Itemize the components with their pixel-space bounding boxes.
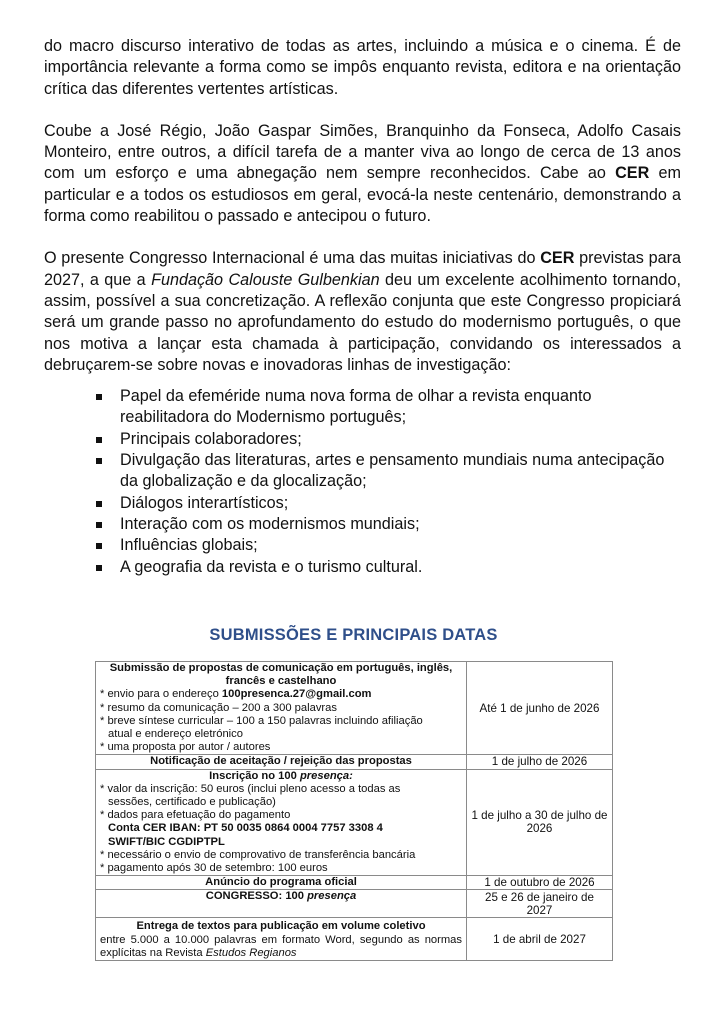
cer-acronym: CER (540, 249, 575, 268)
list-item-text: Influências globais; (120, 536, 258, 555)
row-heading (100, 770, 462, 783)
table-row (96, 890, 613, 918)
row-heading: Notificação de aceitação / rejeição das propostas (150, 755, 412, 768)
paragraph-presenca-history (44, 121, 681, 227)
table-cell-description (96, 890, 467, 918)
square-bullet-icon (96, 501, 102, 507)
foundation-name: Fundação Calouste Gulbenkian (151, 270, 380, 289)
paragraph-text: O presente Congresso Internacional é uma das muitas iniciativas do (44, 249, 541, 268)
row-item: atual e endereço eletrónico (108, 728, 243, 741)
email-address[interactable]: 100presenca.27@gmail.com (221, 688, 372, 701)
table-cell-date: 1 de outubro de 2026 (467, 876, 613, 890)
document-page (44, 36, 681, 578)
table-cell-description (96, 769, 467, 876)
row-item: * valor da inscrição: 50 euros (inclui pleno acesso a todas as (100, 782, 401, 795)
list-item (94, 535, 681, 556)
table-cell-date: 25 e 26 de janeiro de 2027 (467, 890, 613, 918)
row-item-text: entre 5.000 a 10.000 palavras em formato Word, segundo as normas explícitas na Revista (100, 933, 462, 959)
list-item (94, 450, 681, 493)
paragraph-arts-discourse (44, 36, 681, 100)
square-bullet-icon (96, 543, 102, 549)
table-row (96, 918, 613, 961)
row-item (100, 688, 462, 701)
swift-details: SWIFT/BIC CGDIPTPL (108, 835, 225, 848)
paragraph-text: do macro discurso interativo de todas as artes, incluindo a música e o cinema. É de importância relevante a forma como se impôs enquanto revista, editora e na orientação crítica das diferentes vertentes artísticas. (44, 37, 681, 98)
list-item-text: Diálogos interartísticos; (120, 493, 289, 512)
list-item (94, 557, 681, 578)
square-bullet-icon (96, 522, 102, 528)
row-item (100, 934, 462, 960)
research-topics-list (44, 386, 681, 578)
table-row (96, 876, 613, 890)
list-item-text: Principais colaboradores; (120, 429, 302, 448)
square-bullet-icon (96, 394, 102, 400)
row-heading-italic: presença: (299, 769, 353, 782)
table-cell-date: 1 de julho a 30 de julho de 2026 (467, 769, 613, 876)
table-row (96, 755, 613, 769)
list-item (94, 514, 681, 535)
table-row (96, 662, 613, 755)
table-cell-date: 1 de abril de 2027 (467, 918, 613, 961)
paragraph-text: Coube a José Régio, João Gaspar Simões, Branquinho da Fonseca, Adolfo Casais Monteiro, entre outros, a difícil tarefa de a manter viva ao longo de cerca de 13 anos com um esforço e uma abnegação nem sempre reconhecidos. Cabe ao (44, 121, 681, 183)
square-bullet-icon (96, 565, 102, 571)
row-item: * dados para efetuação do pagamento (100, 809, 291, 822)
paragraph-text: previstas para 2027, a que a (44, 249, 682, 289)
dates-table (95, 661, 613, 961)
row-item: * uma proposta por autor / autores (100, 741, 271, 754)
list-item (94, 386, 681, 429)
square-bullet-icon (96, 458, 102, 464)
paragraph-text: em particular e a todos os estudiosos em geral, evocá-la neste centenário, demonstrando a forma como reabilitou o passado e antecipou o futuro. (44, 164, 681, 226)
table-cell-description (96, 918, 467, 961)
table-cell-date: Até 1 de junho de 2026 (467, 662, 613, 755)
row-heading-italic: presença (307, 890, 357, 903)
row-item: * breve síntese curricular – 100 a 150 palavras incluindo afiliação (100, 714, 423, 727)
table-cell-description (96, 662, 467, 755)
list-item-text: Interação com os modernismos mundiais; (120, 514, 420, 533)
row-item: * pagamento após 30 de setembro: 100 euros (100, 862, 328, 875)
row-item: sessões, certificado e publicação) (108, 796, 276, 809)
table-cell-description (96, 755, 467, 769)
list-item-text: Divulgação das literaturas, artes e pensamento mundiais numa antecipação da globalização e da glocalização; (120, 451, 665, 491)
paragraph-text: deu um excelente acolhimento tornando, assim, possível a sua concretização. A reflexão conjunta que este Congresso propiciará será um grande passo no aprofundamento do estudo do modernismo português, o que nos motiva a lançar esta chamada à participação, convidando os interessados a debruçarem-se sobre novas e inovadoras linhas de investigação: (44, 270, 681, 374)
paragraph-congress-intro (44, 248, 681, 376)
list-item-text: A geografia da revista e o turismo cultural. (120, 557, 423, 576)
journal-name: Estudos Regianos (205, 946, 297, 959)
iban-details: Conta CER IBAN: PT 50 0035 0864 0004 7757 3308 4 (108, 822, 383, 835)
list-item-text: Papel da efeméride numa nova forma de olhar a revista enquanto reabilitadora do Modernismo português; (120, 387, 592, 427)
row-item-text: * envio para o endereço (100, 688, 222, 701)
row-heading-text: Inscrição no 100 (209, 769, 300, 782)
row-item: * resumo da comunicação – 200 a 300 palavras (100, 701, 337, 714)
row-heading: Submissão de propostas de comunicação em português, inglês, francês e castelhano (109, 662, 453, 688)
row-heading (100, 890, 462, 903)
list-item (94, 429, 681, 450)
row-item: * necessário o envio de comprovativo de transferência bancária (100, 848, 416, 861)
row-heading: Entrega de textos para publicação em volume coletivo (136, 920, 426, 933)
section-title: SUBMISSÕES E PRINCIPAIS DATAS (209, 626, 498, 644)
list-item (94, 493, 681, 514)
table-cell-date: 1 de julho de 2026 (467, 755, 613, 769)
table-cell-description (96, 876, 467, 890)
row-heading: Anúncio do programa oficial (205, 876, 357, 889)
cer-acronym: CER (615, 164, 650, 183)
table-row (96, 769, 613, 876)
square-bullet-icon (96, 437, 102, 443)
row-heading-text: CONGRESSO: 100 (205, 890, 308, 903)
